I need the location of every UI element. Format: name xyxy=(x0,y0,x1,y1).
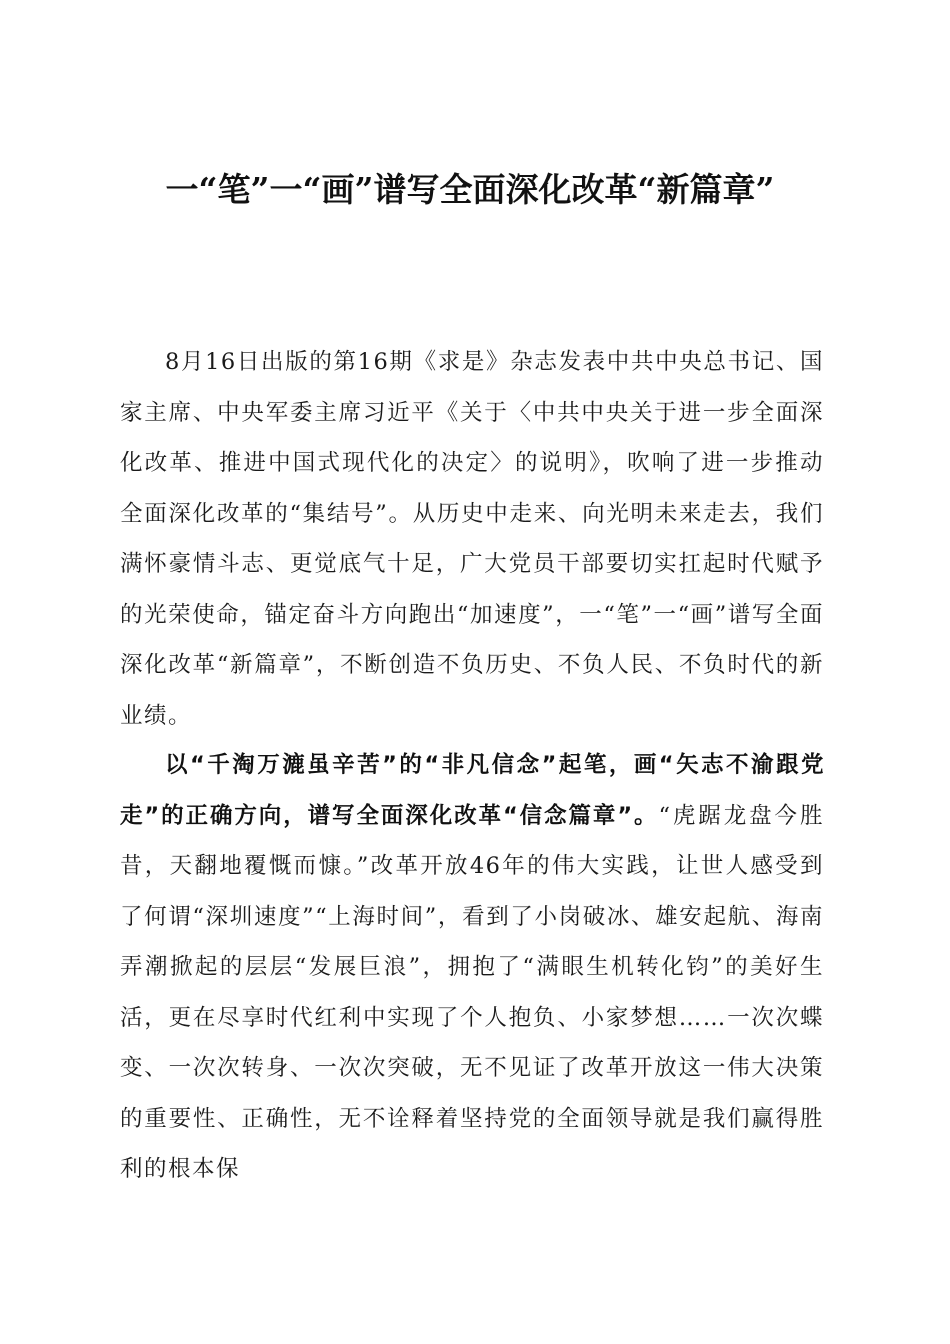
document-title: 一“笔”一“画”谱写全面深化改革“新篇章” xyxy=(165,170,775,209)
paragraph-1-text: 8月16日出版的第16期《求是》杂志发表中共中央总书记、国家主席、中央军委主席习近平《关于〈中共中央关于进一步全面深化改革、推进中国式现代化的决定〉的说明》，吹响了进一步推动全面深化改革的“集结号”。从历史中走来、向光明未来走去，我们满怀豪情斗志、更觉底气十足，广大党员干部要切实扛起时代赋予的光荣使命，锚定奋斗方向跑出“加速度”，一“笔”一“画”谱写全面深化改革“新篇章”，不断创造不负历史、不负人民、不负时代的新业绩。 xyxy=(120,349,824,729)
paragraph-2-lead: 以“千淘万漉虽辛苦”的“非凡信念”起笔，画“矢志不渝跟党走”的正确方向，谱写全面深化改革“信念篇章”。 xyxy=(120,752,824,829)
paragraph-2-text: “虎踞龙盘今胜昔，天翻地覆慨而慷。”改革开放46年的伟大实践，让世人感受到了何谓“深圳速度”“上海时间”，看到了小岗破冰、雄安起航、海南弄潮掀起的层层“发展巨浪”，拥抱了“满眼生机转化钧”的美好生活，更在尽享时代红利中实现了个人抱负、小家梦想……一次次蝶变、一次次转身、一次次突破，无不见证了改革开放这一伟大决策的重要性、正确性，无不诠释着坚持党的全面领导就是我们赢得胜利的根本保 xyxy=(120,802,824,1182)
paragraph-2 xyxy=(120,740,824,1195)
paragraph-1 xyxy=(120,337,824,741)
